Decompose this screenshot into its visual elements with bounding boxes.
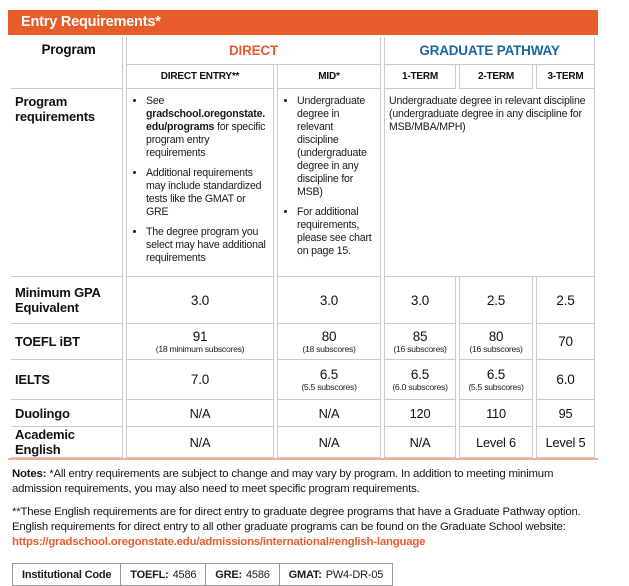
segment-label: GMAT: <box>288 568 322 581</box>
subscore-text: (5.5 subscores) <box>468 382 524 392</box>
academic-english-mid-value <box>277 427 381 458</box>
academic-english-1-term-value <box>384 427 456 458</box>
segment-value: 4586 <box>172 568 197 581</box>
duolingo-mid-value <box>277 400 381 427</box>
table-row-minimum-gpa <box>11 277 595 324</box>
ielts-direct-entry-value <box>126 360 274 400</box>
value-text: 2.5 <box>556 292 575 308</box>
ielts-3-term-value <box>536 360 595 400</box>
gpa-mid-value <box>277 277 381 324</box>
value-text: Level 5 <box>545 434 586 450</box>
value-text: N/A <box>318 405 340 421</box>
gpa-1-term-value <box>384 277 456 324</box>
bullet-item <box>146 95 269 160</box>
table-row-academic-english <box>11 427 595 458</box>
mid-bullet-list <box>297 95 376 258</box>
page-title: Entry Requirements* <box>8 10 598 35</box>
value-text: Level 6 <box>476 434 516 450</box>
subscore-text: (16 subscores) <box>469 344 523 354</box>
bullet-item: • Additional requirements may include standardized tests like the GMAT or GRE <box>146 167 269 219</box>
note-asterisk <box>12 467 596 497</box>
value-text: 91 <box>192 329 208 344</box>
institutional-code-title <box>13 564 120 585</box>
bullet-item: • The degree program you select may have additional requirements <box>146 226 269 265</box>
entry-requirements-table <box>8 37 598 458</box>
english-language-requirements-link[interactable]: https://gradschool.oregonstate.edu/admissions/international#english-language <box>12 536 426 548</box>
value-text: 3.0 <box>190 292 210 308</box>
subscore-text: (6.0 subscores) <box>392 382 448 392</box>
program-requirements-row <box>11 89 595 277</box>
value-text: N/A <box>318 434 340 450</box>
gpa-3-term-value <box>536 277 595 324</box>
column-header-1-term: 1-TERM <box>384 65 456 89</box>
value-text: 85 <box>412 329 428 344</box>
program-column-label: Program <box>11 37 123 89</box>
column-header-3-term: 3-TERM <box>536 65 595 89</box>
bullet-item: • For additional requirements, please see chart on page 15. <box>297 206 376 258</box>
value-text: N/A <box>409 434 431 450</box>
segment-value: PW4-DR-05 <box>325 568 384 581</box>
group-header-graduate-pathway: GRADUATE PATHWAY <box>384 37 595 65</box>
group-header-direct: DIRECT <box>126 37 381 65</box>
column-header-mid: MID* <box>277 65 381 89</box>
gradschool-programs-url: gradschool.oregonstate.edu/programs <box>146 108 266 133</box>
value-text: 80 <box>488 329 504 344</box>
table-group-header-row <box>11 37 595 65</box>
subscore-text: (18 subscores) <box>302 344 356 354</box>
academic-english-3-term-value <box>536 427 595 458</box>
gpa-direct-entry-value <box>126 277 274 324</box>
row-label-academic-english: Academic English <box>11 427 123 458</box>
toefl-1-term-value <box>384 324 456 360</box>
row-label-toefl: TOEFL iBT <box>11 324 123 360</box>
value-text: 70 <box>558 334 573 349</box>
gmat-code-segment <box>279 564 393 585</box>
note-text: **These English requirements are for direct entry to graduate degree programs that have a Graduate Pathway option. English requirements for direct entry to all other graduate programs can be found on the Graduate School website: <box>12 506 581 533</box>
row-label-minimum-gpa: Minimum GPA Equivalent <box>11 277 123 324</box>
value-text: 120 <box>409 405 431 421</box>
direct-entry-requirements-cell <box>126 89 274 277</box>
segment-label: Institutional Code <box>22 568 112 581</box>
graduate-pathway-requirements-cell: Undergraduate degree in relevant discipline (undergraduate degree in any discipline for MSB/MBA/MPH) <box>384 89 595 277</box>
row-label-duolingo: Duolingo <box>11 400 123 427</box>
duolingo-direct-entry-value <box>126 400 274 427</box>
subscore-text: (16 subscores) <box>393 344 447 354</box>
row-label-program-requirements: Program requirements <box>11 89 123 277</box>
academic-english-direct-entry-value <box>126 427 274 458</box>
toefl-3-term-value <box>536 324 595 360</box>
value-text: 3.0 <box>319 292 339 308</box>
ielts-2-term-value <box>459 360 533 400</box>
row-label-ielts: IELTS <box>11 360 123 400</box>
value-text: 6.5 <box>319 367 339 382</box>
value-text: 95 <box>558 405 573 421</box>
value-text: 2.5 <box>486 292 506 308</box>
value-text: 80 <box>321 329 337 344</box>
institutional-code-bar <box>12 563 393 586</box>
academic-english-2-term-value <box>459 427 533 458</box>
value-text: 6.5 <box>410 367 430 382</box>
duolingo-1-term-value <box>384 400 456 427</box>
bullet-text: for specific program entry requirements <box>146 121 266 159</box>
value-text: 110 <box>486 405 506 421</box>
column-header-direct-entry: DIRECT ENTRY** <box>126 65 274 89</box>
toefl-direct-entry-value <box>126 324 274 360</box>
notes-section <box>8 467 596 550</box>
subscore-text: (5.5 subscores) <box>301 382 357 392</box>
gre-code-segment <box>205 564 278 585</box>
ielts-mid-value <box>277 360 381 400</box>
value-text: 7.0 <box>190 372 210 387</box>
toefl-code-segment <box>120 564 205 585</box>
subscore-text: (18 minimum subscores) <box>155 344 245 354</box>
notes-label: Notes: <box>12 468 47 480</box>
gpa-2-term-value <box>459 277 533 324</box>
direct-entry-bullet-list <box>146 95 269 265</box>
table-row-toefl <box>11 324 595 360</box>
bullet-text: See <box>146 95 165 107</box>
segment-label: GRE: <box>215 568 242 581</box>
table-bottom-rule <box>8 458 598 460</box>
ielts-1-term-value <box>384 360 456 400</box>
toefl-2-term-value <box>459 324 533 360</box>
table-row-ielts <box>11 360 595 400</box>
column-header-2-term: 2-TERM <box>459 65 533 89</box>
value-text: 3.0 <box>410 292 430 308</box>
value-text: N/A <box>189 405 211 421</box>
duolingo-3-term-value <box>536 400 595 427</box>
segment-label: TOEFL: <box>130 568 169 581</box>
note-text: *All entry requirements are subject to change and may vary by program. In addition to meeting minimum admission requirements, you may also need to meet specific program requirements. <box>12 468 554 495</box>
duolingo-2-term-value <box>459 400 533 427</box>
segment-value: 4586 <box>246 568 270 581</box>
value-text: N/A <box>189 434 211 450</box>
note-double-asterisk <box>12 505 596 550</box>
value-text: 6.0 <box>556 372 575 387</box>
bullet-item: • Undergraduate degree in relevant discipline (undergraduate degree in any discipline for MSB) <box>297 95 376 199</box>
table-row-duolingo <box>11 400 595 427</box>
toefl-mid-value <box>277 324 381 360</box>
value-text: 6.5 <box>486 367 506 382</box>
mid-requirements-cell <box>277 89 381 277</box>
